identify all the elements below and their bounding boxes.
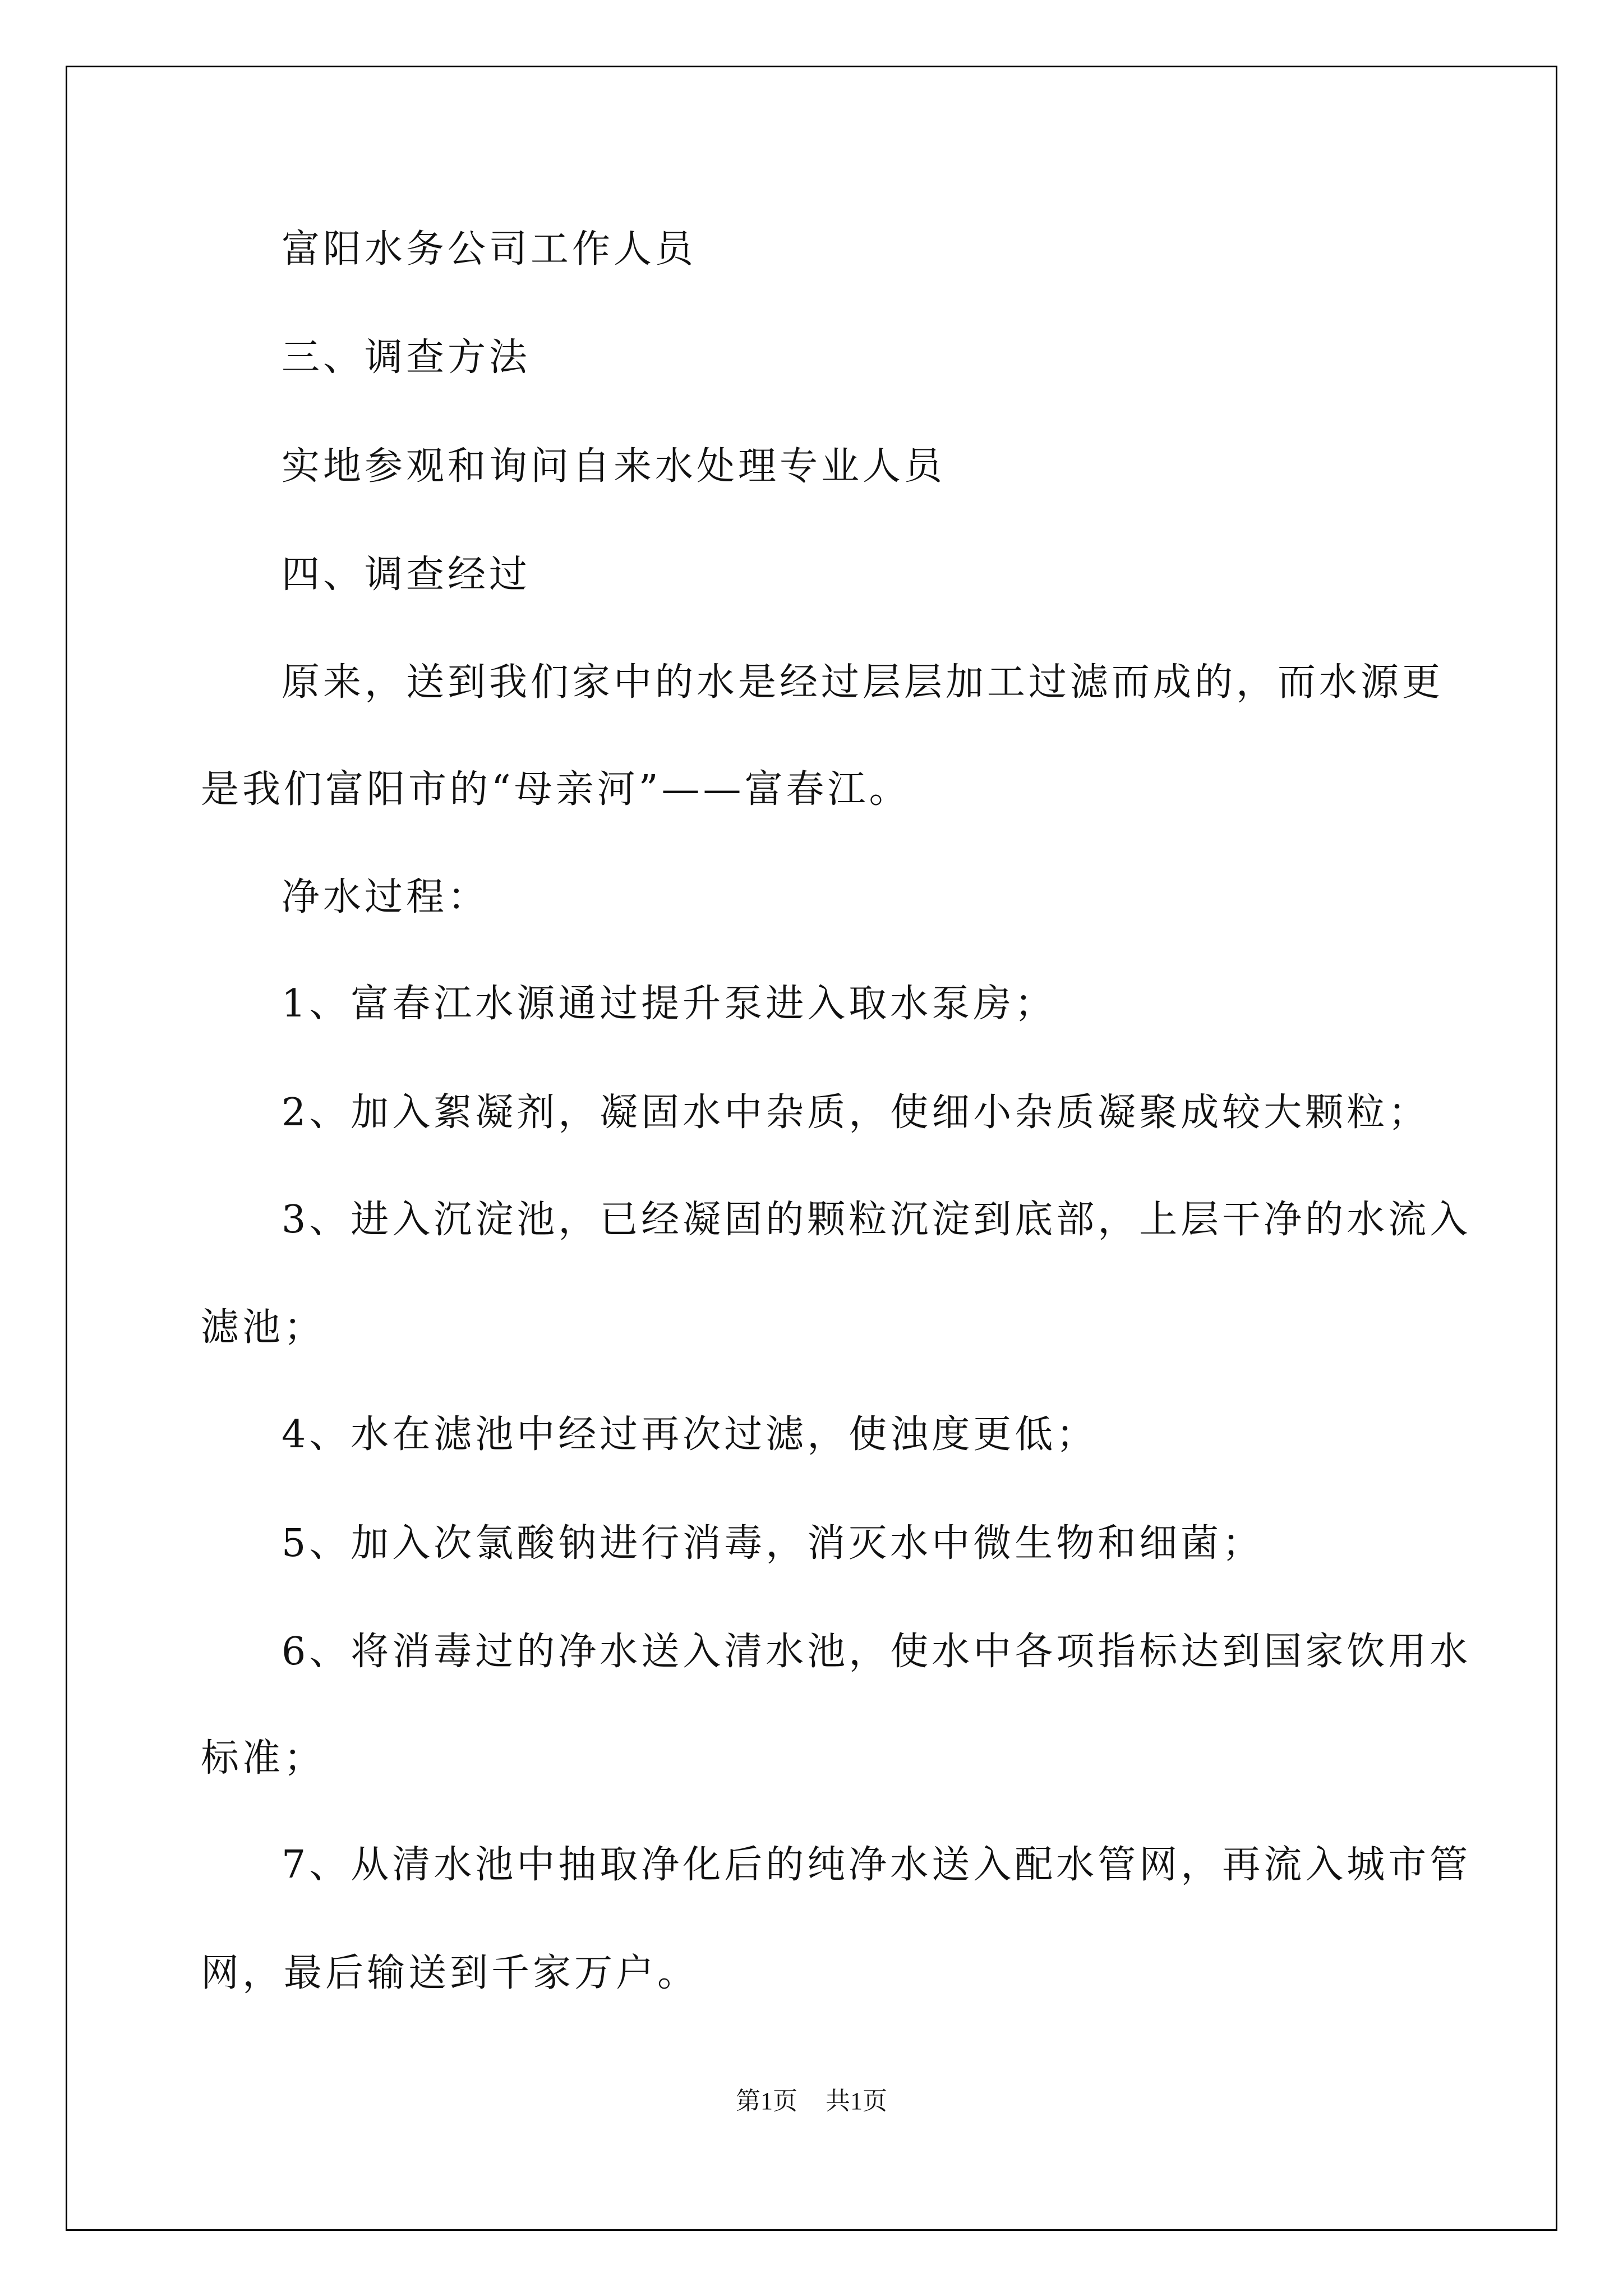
list-item-continuation: 滤池； <box>201 1305 326 1350</box>
list-item: 6、将消毒过的净水送入清水池，使水中各项指标达到国家饮用水 <box>282 1630 1472 1674</box>
list-item-continuation: 网，最后输送到千家万户。 <box>201 1951 699 1995</box>
body-line: 是我们富阳市的“母亲河”——富春江。 <box>201 767 911 812</box>
list-item: 1、富春江水源通过提升泵进入取水泵房； <box>282 982 1057 1026</box>
body-line: 原来，送到我们家中的水是经过层层加工过滤而成的，而水源更 <box>282 660 1444 705</box>
list-item: 2、加入絮凝剂，凝固水中杂质，使细小杂质凝聚成较大颗粒； <box>282 1091 1430 1135</box>
list-item: 7、从清水池中抽取净化后的纯净水送入配水管网，再流入城市管 <box>282 1843 1472 1887</box>
list-item: 4、水在滤池中经过再次过滤，使浊度更低； <box>282 1412 1098 1457</box>
page-footer <box>0 2081 1623 2116</box>
body-line: 富阳水务公司工作人员 <box>282 227 697 272</box>
body-line: 净水过程： <box>282 875 490 919</box>
section-heading: 四、调查经过 <box>282 553 531 597</box>
body-line: 实地参观和询问自来水处理专业人员 <box>282 444 946 489</box>
list-item: 5、加入次氯酸钠进行消毒，消灭水中微生物和细菌； <box>282 1521 1264 1566</box>
page-border <box>66 66 1557 2231</box>
list-item: 3、进入沉淀池，已经凝固的颗粒沉淀到底部，上层干净的水流入 <box>282 1198 1472 1242</box>
page-number: 第1页 <box>736 2087 797 2115</box>
page-total: 共1页 <box>826 2087 887 2115</box>
list-item-continuation: 标准； <box>201 1736 326 1780</box>
section-heading: 三、调查方法 <box>282 335 531 380</box>
